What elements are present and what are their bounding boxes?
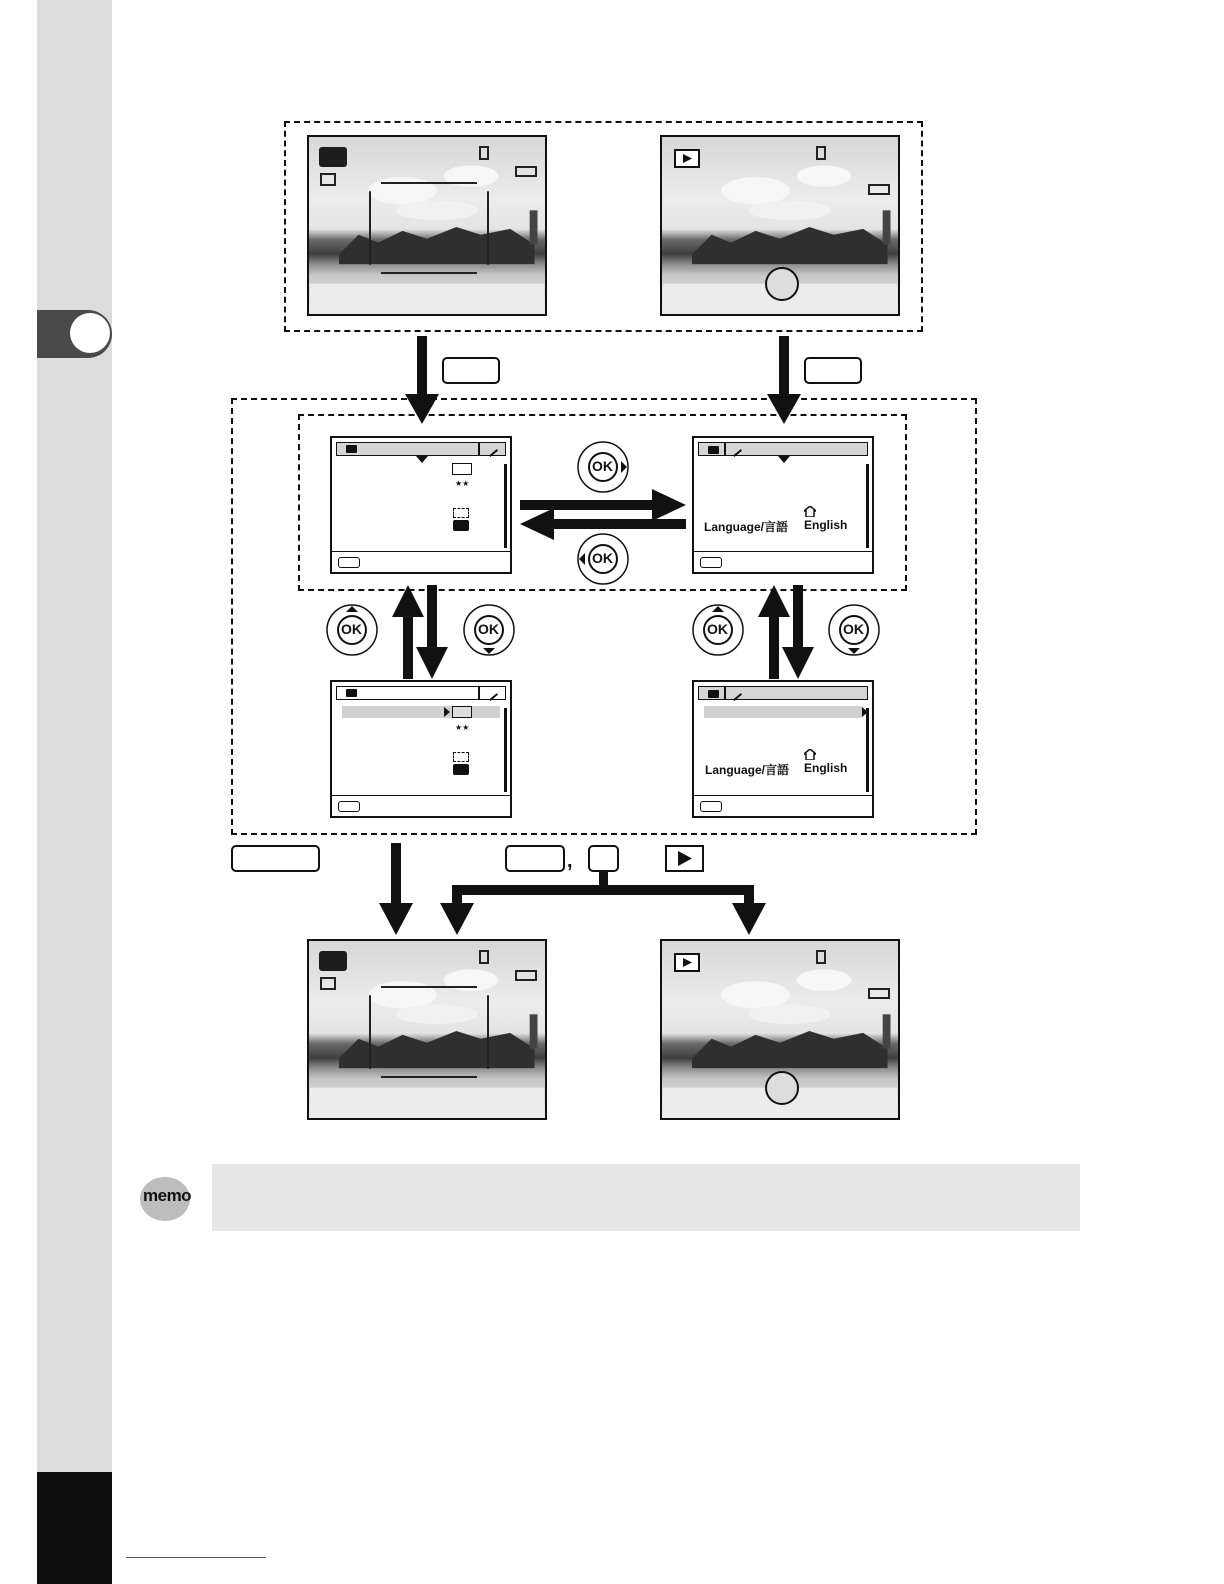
focus-frame — [369, 986, 489, 1078]
face-detection-icon — [453, 520, 469, 531]
selector-down-icon — [778, 456, 790, 464]
focus-area-icon — [453, 752, 469, 762]
camera-icon[interactable] — [708, 690, 719, 698]
ok-label: OK — [707, 621, 728, 637]
record-menu-item-selected-screen — [330, 680, 512, 818]
ok-label: OK — [341, 621, 362, 637]
menu-button[interactable] — [505, 845, 565, 872]
down-arrow — [416, 585, 448, 679]
down-arrow — [782, 585, 814, 679]
face-detection-icon — [320, 173, 336, 186]
face-detection-icon — [453, 764, 469, 775]
branch-arrows — [440, 872, 770, 935]
menu-footer — [332, 795, 510, 816]
menu-key-icon — [700, 801, 722, 812]
capture-mode-screen — [307, 939, 547, 1120]
menu-footer — [694, 551, 872, 572]
four-way-controller-icon — [765, 267, 799, 301]
record-menu-screen — [330, 436, 512, 574]
quality-stars: ★★ — [455, 723, 470, 732]
shutter-release-button[interactable] — [231, 845, 320, 872]
language-value: English — [804, 518, 848, 532]
menu-button[interactable] — [442, 357, 500, 384]
menu-key-icon — [700, 557, 722, 568]
scroll-bar[interactable] — [866, 708, 869, 792]
menu-item-highlight[interactable] — [704, 706, 862, 718]
tab-separator — [724, 442, 726, 456]
tab-separator — [478, 442, 480, 456]
battery-icon — [515, 166, 537, 177]
down-arrow — [767, 336, 801, 426]
ok-up-button[interactable] — [325, 603, 379, 657]
camera-icon[interactable] — [708, 446, 719, 454]
playback-mode-screen — [660, 939, 900, 1120]
focus-area-icon — [453, 508, 469, 518]
down-arrow — [405, 336, 439, 426]
auto-picture-icon — [319, 147, 347, 167]
comma-separator: , — [567, 850, 573, 872]
sidebar-footer-block — [37, 1472, 112, 1584]
menu-footer — [332, 551, 510, 572]
capture-mode-screen — [307, 135, 547, 316]
ok-label: OK — [592, 458, 613, 474]
footer-link-underline[interactable] — [126, 1557, 266, 1558]
face-detection-icon — [320, 977, 336, 990]
memory-card-icon — [816, 146, 826, 160]
memory-card-icon — [479, 146, 489, 160]
page-sidebar — [37, 0, 112, 1584]
ok-right-button[interactable] — [576, 440, 630, 494]
scroll-bar[interactable] — [504, 708, 507, 792]
menu-item-highlight[interactable] — [342, 706, 500, 718]
menu-button[interactable] — [804, 357, 862, 384]
selector-right-icon — [444, 707, 450, 717]
tab-separator — [724, 686, 726, 700]
ok-up-button[interactable] — [691, 603, 745, 657]
ok-down-button[interactable] — [462, 603, 516, 657]
ok-down-button[interactable] — [827, 603, 881, 657]
scroll-bar[interactable] — [866, 464, 869, 548]
home-icon — [804, 749, 816, 760]
setting-value-box — [452, 706, 472, 718]
battery-icon — [868, 184, 890, 195]
menu-key-icon — [338, 801, 360, 812]
battery-icon — [515, 970, 537, 981]
four-way-controller-icon — [765, 1071, 799, 1105]
battery-icon — [868, 988, 890, 999]
auto-picture-icon — [319, 951, 347, 971]
playback-icon — [674, 953, 700, 972]
setup-menu-item-selected-screen — [692, 680, 874, 818]
quality-stars: ★★ — [455, 479, 470, 488]
playback-icon — [674, 149, 700, 168]
setting-value-box — [452, 463, 472, 475]
menu-footer — [694, 795, 872, 816]
menu-key-icon — [338, 557, 360, 568]
language-label: Language/言語 — [705, 763, 790, 777]
language-value: English — [804, 761, 848, 775]
camera-icon — [346, 445, 357, 453]
camera-icon — [346, 689, 357, 697]
down-arrow — [379, 843, 413, 935]
memory-card-icon — [479, 950, 489, 964]
memory-card-icon — [816, 950, 826, 964]
ok-button[interactable] — [588, 845, 619, 872]
chapter-marker — [70, 313, 110, 353]
memo-box — [212, 1164, 1080, 1231]
playback-icon — [667, 847, 702, 870]
language-label: Language/言語 — [704, 520, 789, 534]
ok-label: OK — [592, 550, 613, 566]
ok-label: OK — [478, 621, 499, 637]
memo-label: memo — [143, 1186, 192, 1205]
menu-tab-bar — [336, 442, 506, 456]
scroll-bar[interactable] — [504, 464, 507, 548]
playback-button[interactable] — [665, 845, 704, 872]
playback-mode-screen — [660, 135, 900, 316]
home-icon — [804, 506, 816, 517]
setup-menu-screen — [692, 436, 874, 574]
ok-label: OK — [843, 621, 864, 637]
selector-down-icon — [416, 456, 428, 464]
ok-left-button[interactable] — [576, 532, 630, 586]
tab-separator — [478, 686, 480, 700]
menu-tab-bar — [336, 686, 506, 700]
focus-frame — [369, 182, 489, 274]
